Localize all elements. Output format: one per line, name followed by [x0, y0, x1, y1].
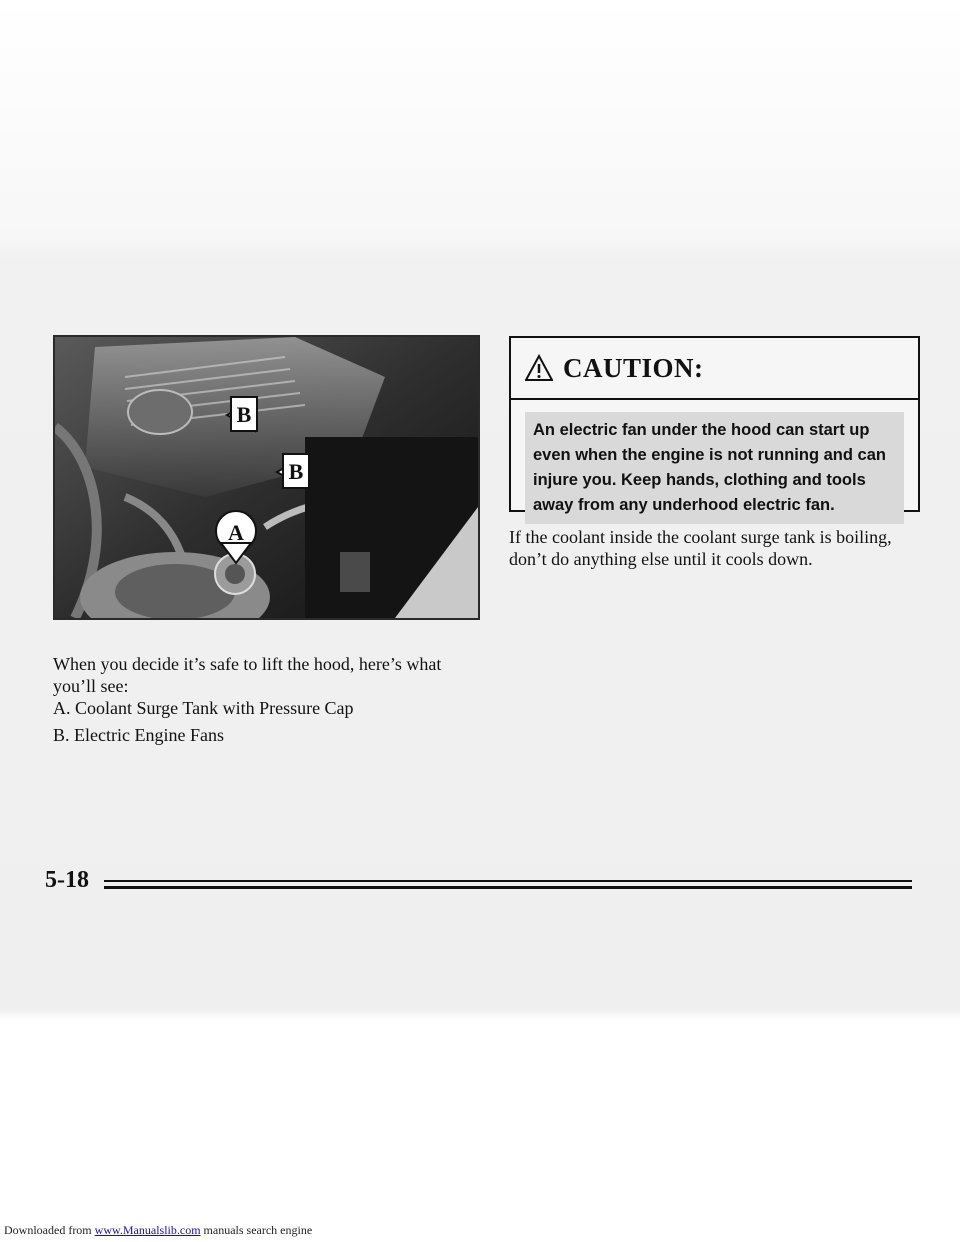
caution-title: CAUTION: [563, 352, 704, 383]
callout-b-lower-label: B [288, 459, 304, 484]
callout-a-label: A [228, 520, 244, 545]
footer-prefix: Downloaded from [4, 1223, 95, 1237]
footer-suffix: manuals search engine [200, 1223, 313, 1237]
caution-header [511, 338, 918, 400]
caution-body: An electric fan under the hood can start up even when the engine is not running and can injure you. Keep hands, clothing and tools away from any underhood electric fan. [525, 412, 904, 524]
coolant-boiling-paragraph: If the coolant inside the coolant surge tank is boiling, don’t do anything else until it cools down. [509, 527, 892, 569]
caution-box [509, 336, 920, 512]
hood-intro-paragraph: When you decide it’s safe to lift the hood, here’s what you’ll see: [53, 654, 442, 696]
warning-triangle-icon [525, 354, 553, 382]
engine-compartment-photo [53, 335, 480, 620]
list-item-coolant-surge-tank: A. Coolant Surge Tank with Pressure Cap [53, 698, 354, 718]
callout-b-upper-label: B [236, 402, 252, 427]
footer-rule-bottom [104, 886, 912, 889]
download-footer [4, 1223, 312, 1238]
page-number: 5-18 [45, 867, 89, 893]
footer-rule-top [104, 880, 912, 882]
manualslib-link[interactable]: www.Manualslib.com [94, 1223, 201, 1237]
list-item-electric-engine-fans: B. Electric Engine Fans [53, 725, 224, 745]
callout-b-upper [227, 397, 257, 431]
